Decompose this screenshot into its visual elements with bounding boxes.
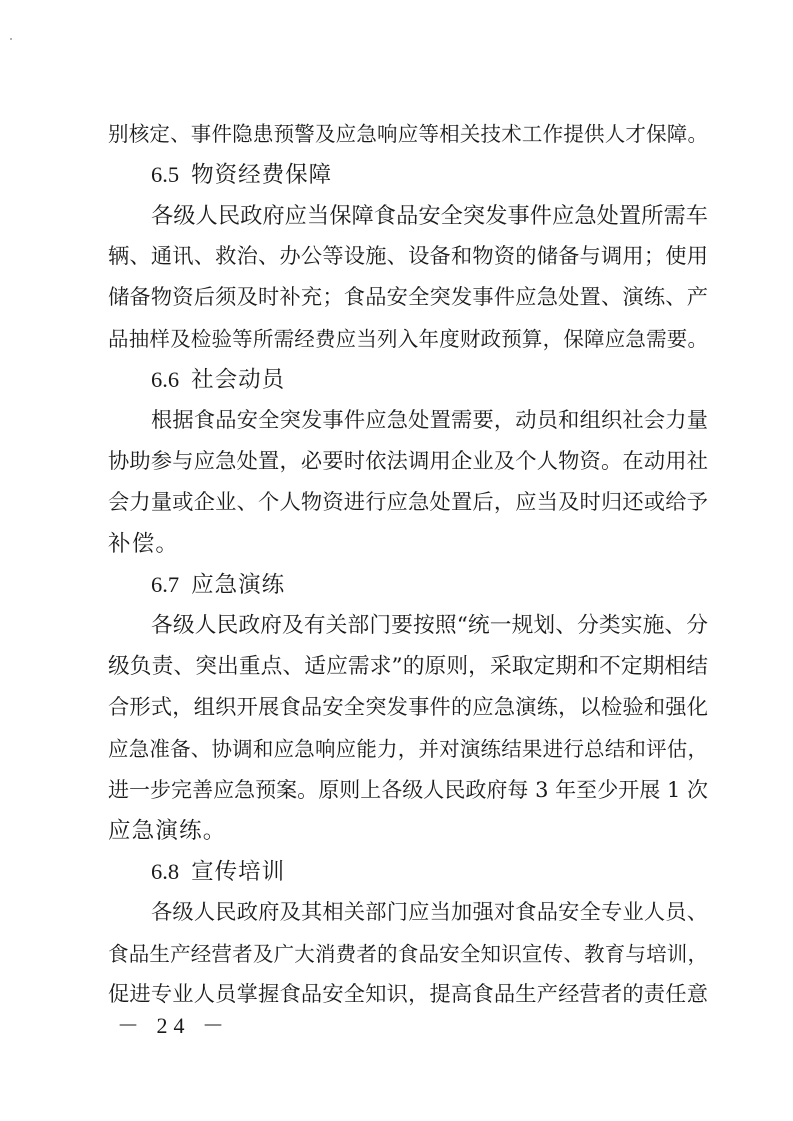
section-number: 6.8 (151, 859, 180, 884)
paragraph-line: 合形式，组织开展食品安全突发事件的应急演练，以检验和强化 (108, 695, 708, 720)
section-number: 6.7 (151, 572, 180, 597)
section-title: 应急演练 (191, 572, 286, 598)
paragraph-line: 级负责、突出重点、适应需求”的原则，采取定期和不定期相结 (108, 654, 708, 679)
section-heading-6-8 (151, 857, 285, 887)
paragraph-line: 各级人民政府及其相关部门应当加强对食品安全专业人员、 (151, 900, 708, 925)
section-heading-6-7 (151, 570, 285, 600)
page-number: － 24 － (117, 1013, 231, 1038)
paragraph-line: 各级人民政府及有关部门要按照“统一规划、分类实施、分 (151, 613, 708, 638)
paragraph-line: 根据食品安全突发事件应急处置需要，动员和组织社会力量 (151, 408, 708, 433)
paragraph-line: 各级人民政府应当保障食品安全突发事件应急处置所需车 (151, 203, 708, 229)
section-number: 6.6 (151, 367, 180, 392)
paragraph-line: 应急演练。 (108, 818, 227, 844)
paragraph-line: 品抽样及检验等所需经费应当列入年度财政预算，保障应急需要。 (108, 327, 708, 351)
section-title: 物资经费保障 (191, 162, 333, 188)
section-title: 社会动员 (191, 367, 286, 393)
paragraph-line: 别核定、事件隐患预警及应急响应等相关技术工作提供人才保障。 (108, 122, 708, 146)
paragraph-line: 进一步完善应急预案。原则上各级人民政府每 3 年至少开展 1 次 (108, 778, 708, 802)
paragraph-line: 会力量或企业、个人物资进行应急处置后，应当及时归还或给予 (108, 490, 708, 515)
section-number: 6.5 (151, 162, 180, 187)
paragraph-line: 补偿。 (108, 531, 180, 557)
paragraph-line: 辆、通讯、救治、办公等设施、设备和物资的储备与调用；使用 (108, 244, 708, 269)
paragraph-line: 应急准备、协调和应急响应能力，并对演练结果进行总结和评估， (108, 737, 708, 761)
paragraph-line: 食品生产经营者及广大消费者的食品安全知识宣传、教育与培训， (108, 942, 708, 966)
section-title: 宣传培训 (191, 859, 286, 885)
paragraph-line: 促进专业人员掌握食品安全知识，提高食品生产经营者的责任意 (108, 982, 708, 1007)
section-heading-6-6 (151, 365, 285, 395)
paragraph-line: 储备物资后须及时补充；食品安全突发事件应急处置、演练、产 (108, 285, 708, 310)
section-heading-6-5 (151, 160, 332, 190)
paragraph-line: 协助参与应急处置，必要时依法调用企业及个人物资。在动用社 (108, 449, 708, 474)
scan-speck (10, 38, 12, 40)
